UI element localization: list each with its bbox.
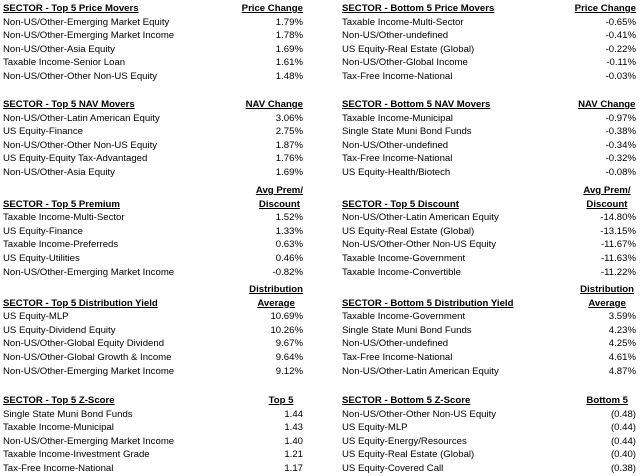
table-row	[342, 70, 636, 84]
table-row	[3, 112, 303, 126]
sector-value: -11.63%	[600, 252, 636, 264]
sector-value: -11.22%	[600, 266, 636, 278]
sector-value: 1.69%	[275, 166, 303, 178]
table-row	[342, 435, 636, 449]
column-header-line: NAV Change	[578, 99, 636, 110]
sector-name: Taxable Income-Multi-Sector	[3, 212, 125, 224]
sector-value: -11.67%	[600, 239, 636, 251]
sector-name: US Equity-Energy/Resources	[342, 435, 467, 447]
column-header-line: Bottom 5	[586, 395, 628, 406]
sector-table	[3, 394, 303, 476]
sector-table	[342, 394, 636, 476]
section-title: SECTOR - Bottom 5 NAV Movers	[342, 99, 491, 110]
sector-name: Tax-Free Income-National	[3, 462, 114, 474]
table-header	[3, 283, 303, 310]
sector-value: -0.65%	[605, 16, 636, 28]
sector-table	[342, 283, 636, 378]
table-row	[3, 435, 303, 449]
sector-value: 0.63%	[275, 239, 303, 251]
table-header	[3, 394, 303, 408]
column-header-line: Distribution	[580, 284, 634, 295]
table-row	[3, 266, 303, 280]
table-row	[342, 166, 636, 180]
table-row	[3, 29, 303, 43]
table-row	[3, 56, 303, 70]
table-row	[342, 337, 636, 351]
table-row	[3, 324, 303, 338]
table-row	[3, 139, 303, 153]
sector-value: (0.38)	[610, 462, 636, 474]
table-row	[342, 408, 636, 422]
table-row	[3, 365, 303, 379]
sector-name: US Equity-Health/Biotech	[342, 166, 451, 178]
table-header	[3, 98, 303, 112]
sector-name: Taxable Income-Investment Grade	[3, 449, 150, 461]
table-row	[3, 351, 303, 365]
sector-name: Non-US/Other-Asia Equity	[3, 166, 115, 178]
sector-name: Taxable Income-Municipal	[342, 112, 453, 124]
sector-name: Non-US/Other-undefined	[342, 139, 449, 151]
section-title: SECTOR - Top 5 Z-Score	[3, 395, 115, 406]
sector-name: US Equity-Real Estate (Global)	[342, 43, 475, 55]
table-row	[3, 238, 303, 252]
table-row	[3, 310, 303, 324]
sector-name: Non-US/Other-Latin American Equity	[342, 212, 499, 224]
sector-value: 1.78%	[275, 30, 303, 42]
column-header-line: Avg Prem/	[255, 185, 303, 196]
sector-value: 3.06%	[275, 112, 303, 124]
table-row	[3, 211, 303, 225]
sector-value: -0.38%	[605, 126, 636, 138]
column-header-line: Avg Prem/	[583, 185, 631, 196]
sector-name: Taxable Income-Preferreds	[3, 239, 119, 251]
sector-value: -0.82%	[272, 266, 303, 278]
sector-value: 10.26%	[270, 324, 303, 336]
table-row	[342, 225, 636, 239]
column-header	[578, 98, 635, 112]
table-row	[3, 448, 303, 462]
sector-value: 4.87%	[608, 365, 636, 377]
sector-name: Taxable Income-Government	[342, 252, 466, 264]
sector-value: -14.80%	[600, 212, 636, 224]
section-title: SECTOR - Bottom 5 Z-Score	[342, 395, 471, 406]
sector-table	[342, 184, 636, 279]
sector-value: -0.34%	[605, 139, 636, 151]
sector-name: Non-US/Other-Latin American Equity	[342, 365, 499, 377]
table-header	[342, 283, 636, 310]
sector-name: Non-US/Other-Other Non-US Equity	[3, 70, 158, 82]
sector-value: 1.52%	[275, 212, 303, 224]
sector-name: Non-US/Other-undefined	[342, 338, 449, 350]
column-header	[580, 283, 634, 310]
sector-name: Tax-Free Income-National	[342, 351, 453, 363]
sector-value: (0.44)	[610, 422, 636, 434]
section-title: SECTOR - Top 5 Price Movers	[3, 3, 139, 14]
sector-value: 9.12%	[275, 365, 303, 377]
sector-value: -0.11%	[606, 57, 636, 69]
table-row	[342, 266, 636, 280]
table-row	[342, 16, 636, 30]
sector-name: Taxable Income-Multi-Sector	[342, 16, 464, 28]
sector-name: Taxable Income-Senior Loan	[3, 57, 126, 69]
sector-table	[3, 184, 303, 279]
section-title: SECTOR - Top 5 Premium	[3, 198, 120, 210]
sector-name: Non-US/Other-Global Equity Dividend	[3, 338, 165, 350]
table-row	[342, 125, 636, 139]
sector-value: 1.48%	[275, 70, 303, 82]
sector-value: (0.48)	[610, 408, 636, 420]
sector-table	[3, 283, 303, 378]
sector-value: -0.03%	[605, 70, 636, 82]
table-row	[342, 211, 636, 225]
table-row	[342, 56, 636, 70]
column-header	[242, 2, 303, 16]
sector-value: 10.69%	[270, 311, 303, 323]
sector-value: 4.25%	[608, 338, 636, 350]
sector-name: Non-US/Other-Global Growth & Income	[3, 351, 172, 363]
table-row	[3, 152, 303, 166]
sector-value: 9.67%	[275, 338, 303, 350]
sector-table	[3, 98, 303, 180]
sector-name: Tax-Free Income-National	[342, 153, 453, 165]
table-row	[3, 421, 303, 435]
sector-value: 3.59%	[608, 311, 636, 323]
sector-value: 1.21	[284, 449, 303, 461]
table-row	[342, 112, 636, 126]
table-header	[342, 184, 636, 211]
sector-value: 1.76%	[275, 153, 303, 165]
sector-value: 1.40	[284, 435, 303, 447]
sector-value: -13.15%	[600, 225, 636, 237]
column-header-line: Average	[257, 297, 295, 309]
table-row	[342, 462, 636, 476]
column-header-line: Top 5	[268, 395, 294, 406]
table-row	[342, 421, 636, 435]
sector-value: 1.44	[284, 408, 303, 420]
column-header-line: Distribution	[249, 284, 303, 295]
sector-value: 4.23%	[608, 324, 636, 336]
sector-value: -0.41%	[605, 30, 636, 42]
column-header	[269, 394, 294, 408]
sector-value: 1.79%	[275, 16, 303, 28]
sector-name: Single State Muni Bond Funds	[342, 126, 472, 138]
table-row	[3, 462, 303, 476]
column-header	[583, 184, 630, 211]
section-title: SECTOR - Top 5 Discount	[342, 198, 459, 210]
sector-name: Non-US/Other-Emerging Market Income	[3, 30, 175, 42]
table-row	[342, 351, 636, 365]
sector-value: -0.08%	[605, 166, 636, 178]
column-header-line: NAV Change	[245, 99, 303, 110]
column-header	[246, 98, 303, 112]
sector-name: Taxable Income-Convertible	[342, 266, 461, 278]
sector-value: 9.64%	[275, 351, 303, 363]
table-row	[3, 408, 303, 422]
sector-name: US Equity-Finance	[3, 225, 83, 237]
table-row	[3, 225, 303, 239]
sector-name: Tax-Free Income-National	[342, 70, 453, 82]
sector-name: US Equity-Equity Tax-Advantaged	[3, 153, 148, 165]
sector-name: US Equity-Real Estate (Global)	[342, 225, 475, 237]
sector-name: Single State Muni Bond Funds	[3, 408, 133, 420]
column-header	[256, 184, 303, 211]
sector-name: Non-US/Other-undefined	[342, 30, 449, 42]
sector-table	[342, 98, 636, 180]
table-row	[342, 238, 636, 252]
sector-name: US Equity-Covered Call	[342, 462, 444, 474]
table-row	[3, 16, 303, 30]
table-header	[3, 2, 303, 16]
table-header	[342, 2, 636, 16]
section-title: SECTOR - Bottom 5 Price Movers	[342, 3, 495, 14]
table-row	[3, 166, 303, 180]
table-header	[342, 394, 636, 408]
table-row	[342, 448, 636, 462]
table-row	[3, 70, 303, 84]
column-header-line: Price Change	[574, 3, 636, 14]
sector-value: (0.44)	[610, 435, 636, 447]
table-row	[342, 252, 636, 266]
table-header	[342, 98, 636, 112]
sector-value: (0.40)	[610, 449, 636, 461]
table-row	[342, 43, 636, 57]
sector-name: Non-US/Other-Latin American Equity	[3, 112, 160, 124]
sector-name: US Equity-MLP	[342, 422, 408, 434]
sector-name: Non-US/Other-Other Non-US Equity	[3, 139, 158, 151]
sector-value: -0.97%	[605, 112, 636, 124]
sector-value: 1.43	[284, 422, 303, 434]
sector-name: US Equity-Real Estate (Global)	[342, 449, 475, 461]
sector-name: Non-US/Other-Asia Equity	[3, 43, 115, 55]
sector-name: US Equity-Dividend Equity	[3, 324, 116, 336]
table-row	[3, 252, 303, 266]
sector-value: 1.61%	[275, 57, 303, 69]
sector-value: 2.75%	[275, 126, 303, 138]
sector-name: Single State Muni Bond Funds	[342, 324, 472, 336]
sector-name: Taxable Income-Municipal	[3, 422, 114, 434]
sector-value: -0.22%	[605, 43, 636, 55]
column-header-line: Average	[588, 297, 626, 309]
sector-value: 1.69%	[275, 43, 303, 55]
sector-value: 0.46%	[275, 252, 303, 264]
sector-name: Non-US/Other-Emerging Market Income	[3, 365, 175, 377]
section-title: SECTOR - Top 5 NAV Movers	[3, 99, 135, 110]
table-row	[342, 324, 636, 338]
sector-name: Non-US/Other-Other Non-US Equity	[342, 408, 497, 420]
table-row	[342, 29, 636, 43]
section-title: SECTOR - Top 5 Distribution Yield	[3, 297, 158, 309]
sector-name: Non-US/Other-Global Income	[342, 57, 468, 69]
sector-value: 4.61%	[608, 351, 636, 363]
column-header-line: Discount	[586, 198, 628, 210]
table-header	[3, 184, 303, 211]
column-header	[249, 283, 303, 310]
table-row	[3, 337, 303, 351]
table-row	[3, 43, 303, 57]
table-row	[342, 365, 636, 379]
sector-name: Non-US/Other-Emerging Market Equity	[3, 16, 170, 28]
column-header-line: Discount	[258, 198, 300, 210]
sector-table	[342, 2, 636, 84]
sector-name: US Equity-Finance	[3, 126, 83, 138]
table-row	[342, 152, 636, 166]
sector-value: 1.87%	[275, 139, 303, 151]
sector-table	[3, 2, 303, 84]
sector-value: 1.33%	[275, 225, 303, 237]
table-row	[3, 125, 303, 139]
sector-name: Taxable Income-Government	[342, 311, 466, 323]
column-header	[575, 2, 636, 16]
sector-name: Non-US/Other-Other Non-US Equity	[342, 239, 497, 251]
column-header-line: Price Change	[241, 3, 303, 14]
sector-name: US Equity-Utilities	[3, 252, 80, 264]
sector-name: Non-US/Other-Emerging Market Income	[3, 435, 175, 447]
table-row	[342, 139, 636, 153]
sector-name: US Equity-MLP	[3, 311, 69, 323]
table-row	[342, 310, 636, 324]
section-title: SECTOR - Bottom 5 Distribution Yield	[342, 297, 514, 309]
sector-value: -0.32%	[605, 153, 636, 165]
sector-name: Non-US/Other-Emerging Market Income	[3, 266, 175, 278]
sector-value: 1.17	[284, 462, 303, 474]
column-header	[586, 394, 628, 408]
